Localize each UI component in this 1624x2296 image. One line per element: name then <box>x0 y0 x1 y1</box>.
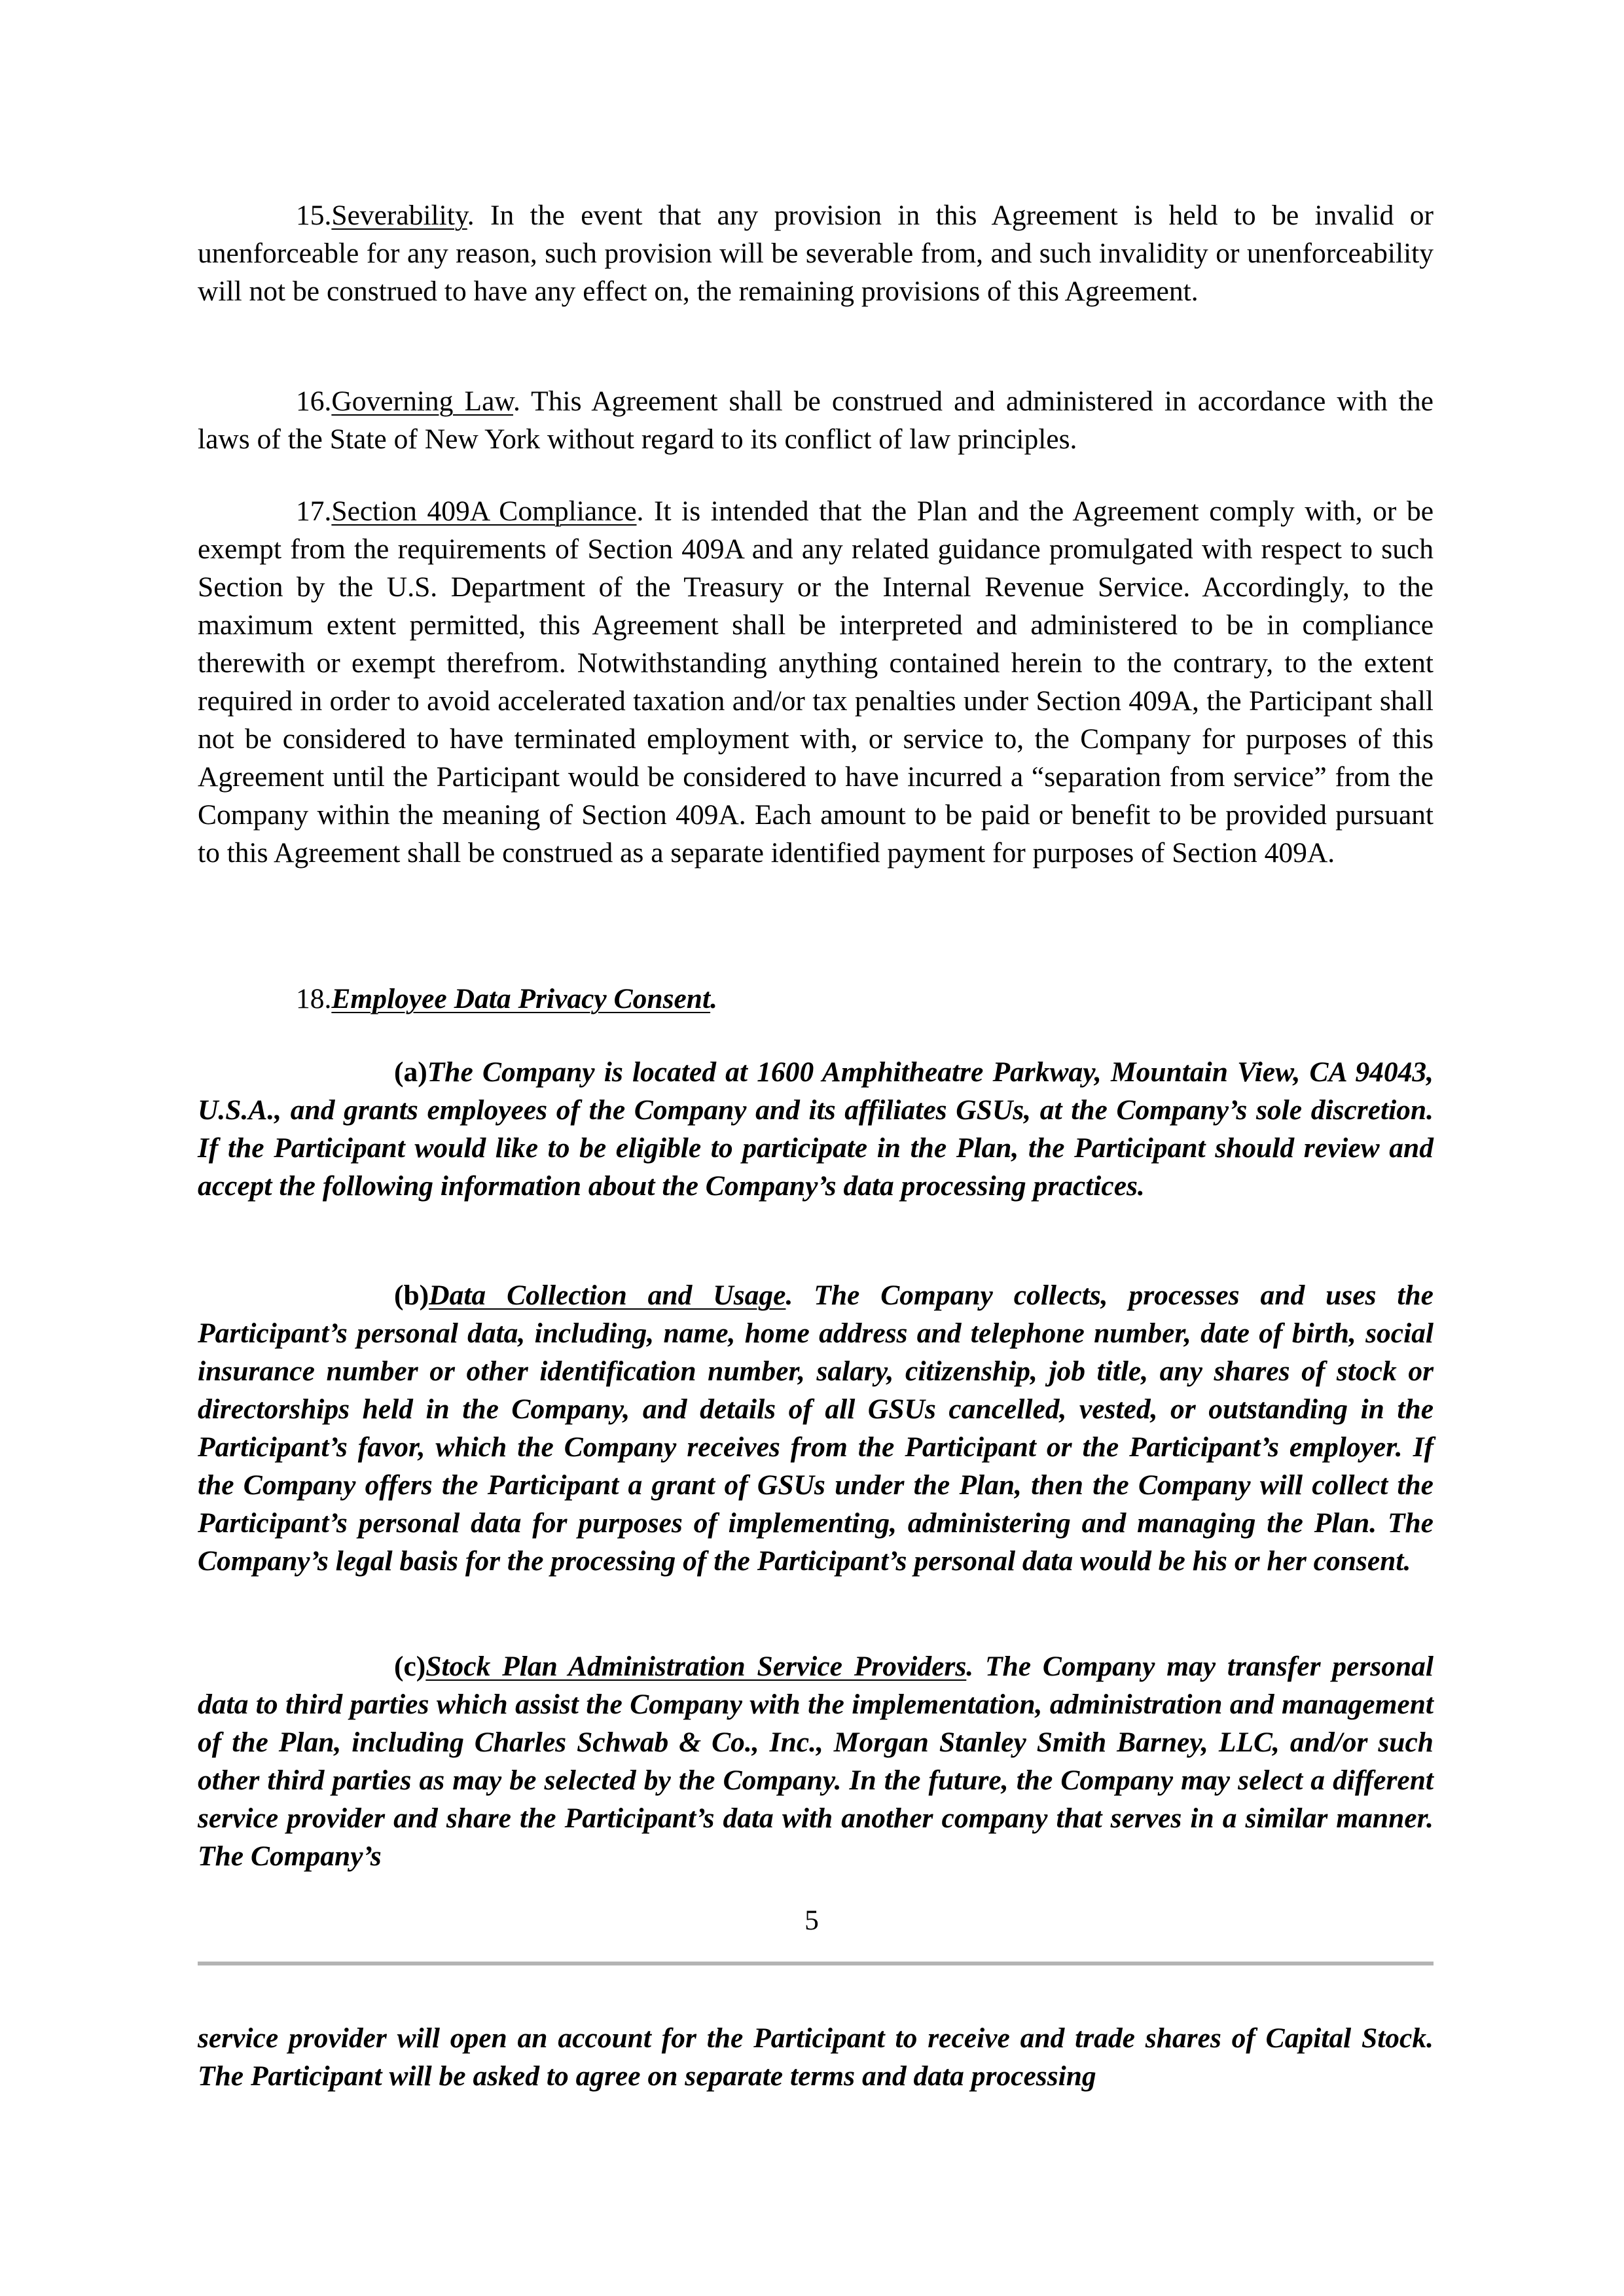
subsection-label: (b) <box>394 1280 429 1311</box>
section-17-409a-compliance <box>198 492 1434 872</box>
section-heading: Governing Law <box>331 386 513 417</box>
section-body: . This Agreement shall be construed and administered in accordance with the laws of the State of New York without regard to its conflict of law principles. <box>198 386 1434 455</box>
subsection-label: (c) <box>394 1651 426 1682</box>
section-heading-end: . <box>710 983 717 1014</box>
section-18a-company-location <box>198 1053 1434 1205</box>
section-18b-data-collection <box>198 1276 1434 1580</box>
section-number: 15. <box>296 200 332 231</box>
page-divider <box>198 1962 1434 1965</box>
section-number: 17. <box>296 495 332 527</box>
section-16-governing-law <box>198 382 1434 458</box>
subsection-body: The Company is located at 1600 Amphitheatre Parkway, Mountain View, CA 94043, U.S.A., and grants employees of the Company and its affiliates GSUs, at the Company’s sole discretion. If the Participant would like to be eligible to participate in the Plan, the Participant should review and accept the following information about the Company’s data processing practices. <box>198 1056 1434 1202</box>
next-page-continuation: service provider will open an account for the Participant to receive and trade shares of Capital Stock. The Participant will be asked to agree on separate terms and data processing <box>198 2022 1434 2092</box>
section-heading: Employee Data Privacy Consent <box>331 983 711 1014</box>
section-heading: Severability <box>331 200 467 231</box>
section-body: . It is intended that the Plan and the Agreement comply with, or be exempt from the requirements of Section 409A and any related guidance promulgated with respect to such Section by the U.S. Department of the Treasury or the Internal Revenue Service. Accordingly, to the maximum extent permitted, this Agreement shall be interpreted and administered to be in compliance therewith or exempt therefrom. Notwithstanding anything contained herein to the contrary, to the extent required in order to avoid accelerated taxation and/or tax penalties under Section 409A, the Participant shall not be considered to have terminated employment with, or service to, the Company for purposes of this Agreement until the Participant would be considered to have incurred a “separation from service” from the Company within the meaning of Section 409A. Each amount to be paid or benefit to be provided pursuant to this Agreement shall be construed as a separate identified payment for purposes of Section 409A. <box>198 495 1434 869</box>
section-number: 16. <box>296 386 332 417</box>
page-number: 5 <box>804 1905 819 1936</box>
subsection-heading: Stock Plan Administration Service Providers <box>425 1651 967 1682</box>
subsection-label: (a) <box>394 1056 427 1088</box>
subsection-body: . The Company may transfer personal data to third parties which assist the Company with the implementation, administration and management of the Plan, including Charles Schwab & Co., Inc., Morgan Stanley Smith Barney, LLC, and/or such other third parties as may be selected by the Company. In the future, the Company may select a different service provider and share the Participant’s data with another company that serves in a similar manner. The Company’s <box>198 1651 1434 1872</box>
section-18-data-privacy <box>198 980 1434 1018</box>
subsection-heading: Data Collection and Usage <box>429 1280 786 1311</box>
subsection-body: . The Company collects, processes and uses the Participant’s personal data, including, name, home address and telephone number, date of birth, social insurance number or other identification number, salary, citizenship, job title, any shares of stock or directorships held in the Company, and details of all GSUs cancelled, vested, or outstanding in the Participant’s favor, which the Company receives from the Participant or the Participant’s employer. If the Company offers the Participant a grant of GSUs under the Plan, then the Company will collect the Participant’s personal data for purposes of implementing, administering and managing the Plan. The Company’s legal basis for the processing of the Participant’s personal data would be his or her consent. <box>198 1280 1434 1577</box>
section-heading: Section 409A Compliance <box>331 495 637 527</box>
section-18c-service-providers <box>198 1647 1434 1875</box>
section-15-severability <box>198 196 1434 310</box>
section-body: . In the event that any provision in this Agreement is held to be invalid or unenforceable for any reason, such provision will be severable from, and such invalidity or unenforceability will not be construed to have any effect on, the remaining provisions of this Agreement. <box>198 200 1434 307</box>
section-number: 18. <box>296 983 332 1014</box>
